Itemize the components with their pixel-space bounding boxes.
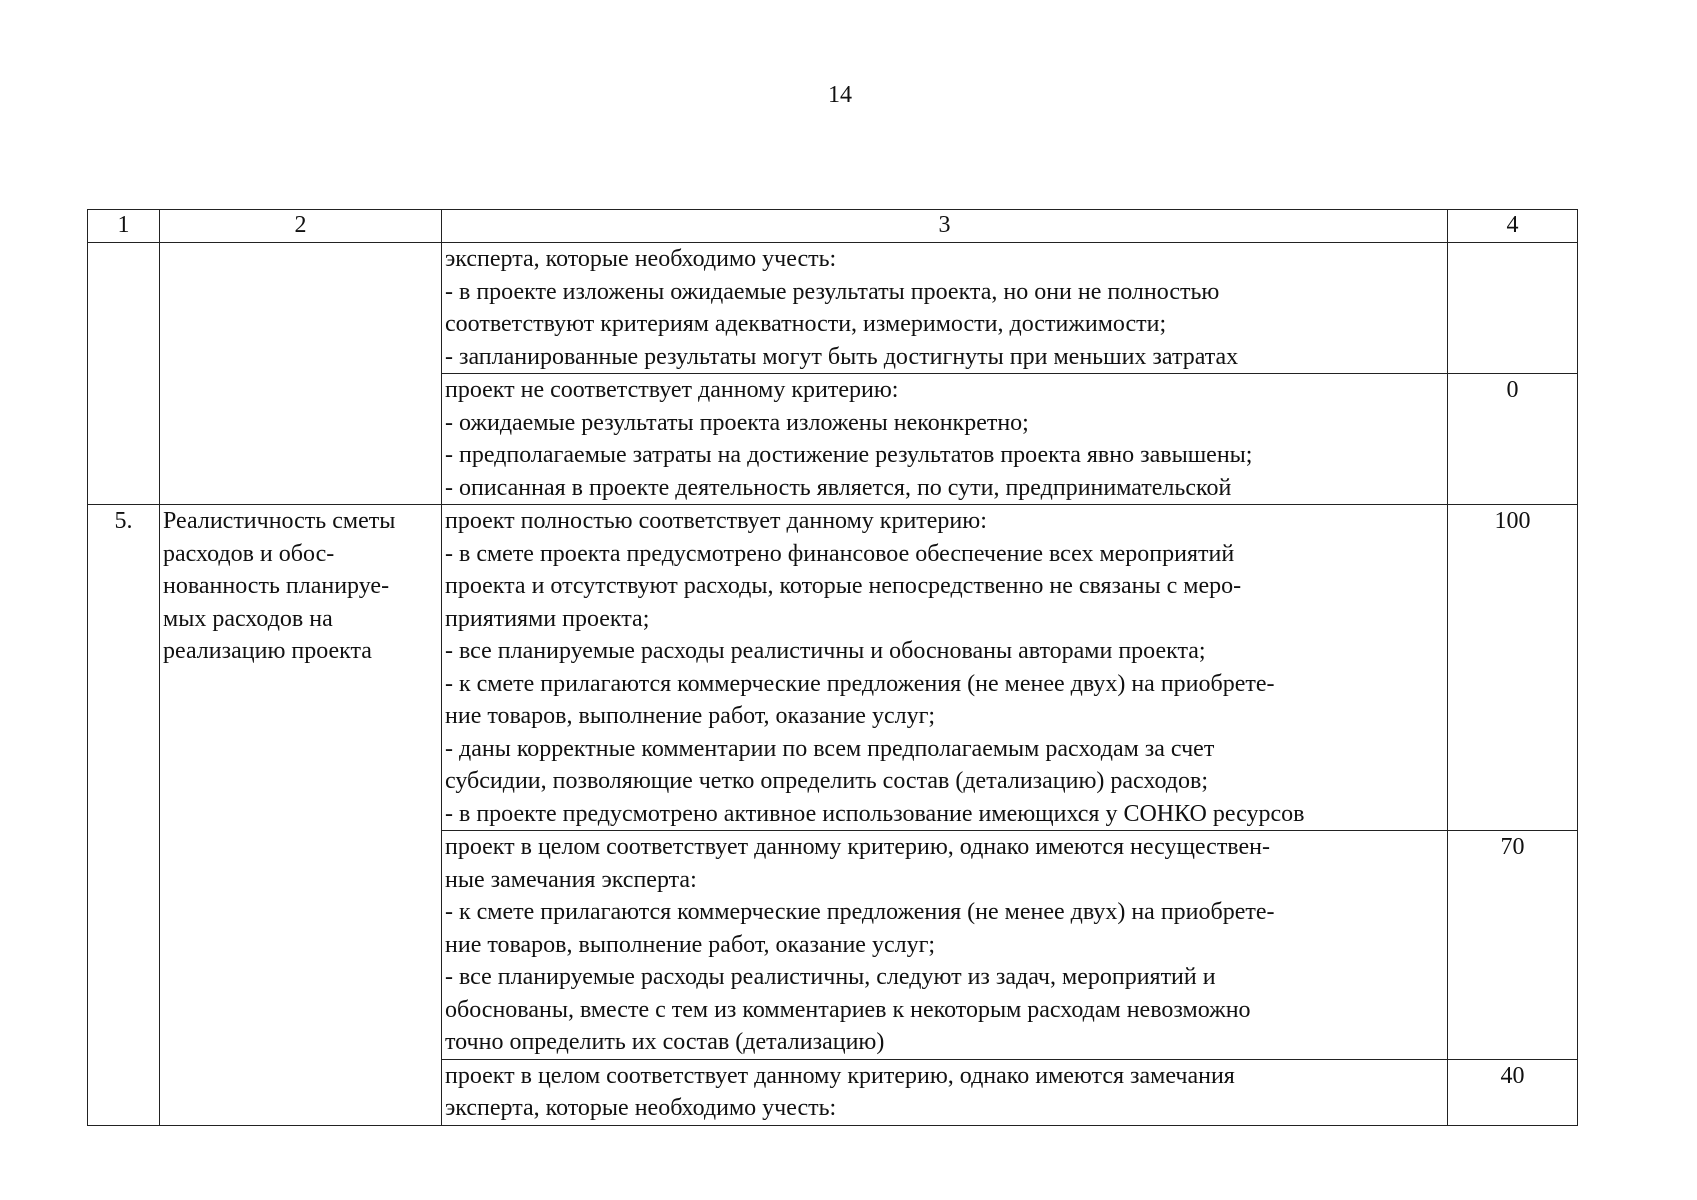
- column-header-4: 4: [1448, 210, 1578, 243]
- criterion-description: [442, 243, 1448, 374]
- score-cell: 0: [1448, 374, 1578, 505]
- criterion-name-line: Реалистичность сметы: [163, 508, 396, 534]
- table-row: [88, 505, 1578, 831]
- criterion-name-cell-empty: [160, 243, 442, 505]
- description-line: - к смете прилагаются коммерческие предложения (не менее двух) на приобрете-: [445, 899, 1275, 925]
- description-line: проект в целом соответствует данному критерию, однако имеются замечания: [445, 1062, 1235, 1089]
- criterion-name-line: расходов и обос-: [163, 540, 335, 567]
- criterion-number: 5.: [88, 505, 160, 1126]
- description-line: обоснованы, вместе с тем из комментариев к некоторым расходам невозможно: [445, 996, 1251, 1023]
- score-cell: [1448, 243, 1578, 374]
- score-cell: 70: [1448, 831, 1578, 1060]
- criterion-name-line: реализацию проекта: [163, 638, 372, 664]
- description-line: эксперта, которые необходимо учесть:: [445, 1095, 837, 1121]
- description-line: проект в целом соответствует данному критерию, однако имеются несуществен-: [445, 834, 1270, 860]
- description-line: проект не соответствует данному критерию:: [445, 377, 899, 403]
- table-row: [88, 243, 1578, 374]
- page-number: 14: [828, 82, 852, 108]
- description-line: - запланированные результаты могут быть достигнуты при меньших затратах: [445, 343, 1239, 370]
- description-line: - все планируемые расходы реалистичны, следуют из задач, мероприятий и: [445, 964, 1216, 990]
- description-line: - в смете проекта предусмотрено финансовое обеспечение всех мероприятий: [445, 540, 1235, 567]
- description-line: ные замечания эксперта:: [445, 866, 697, 893]
- description-line: - в проекте изложены ожидаемые результаты проекта, но они не полностью: [445, 278, 1220, 305]
- criterion-description: [442, 831, 1448, 1060]
- score-cell: 100: [1448, 505, 1578, 831]
- description-line: проект полностью соответствует данному критерию:: [445, 508, 987, 534]
- description-line: точно определить их состав (детализацию): [445, 1029, 885, 1055]
- column-header-1: 1: [88, 210, 160, 243]
- description-line: - в проекте предусмотрено активное использование имеющихся у СОНКО ресурсов: [445, 800, 1305, 827]
- description-line: - описанная в проекте деятельность является, по сути, предпринимательской: [445, 474, 1232, 501]
- description-line: ние товаров, выполнение работ, оказание услуг;: [445, 703, 936, 729]
- criterion-description: [442, 374, 1448, 505]
- criterion-name: [160, 505, 442, 1126]
- description-line: приятиями проекта;: [445, 605, 650, 632]
- description-line: соответствуют критериям адекватности, измеримости, достижимости;: [445, 311, 1167, 337]
- description-line: - к смете прилагаются коммерческие предложения (не менее двух) на приобрете-: [445, 670, 1275, 697]
- description-line: - все планируемые расходы реалистичны и обоснованы авторами проекта;: [445, 638, 1206, 664]
- description-line: ние товаров, выполнение работ, оказание услуг;: [445, 931, 936, 958]
- description-line: - предполагаемые затраты на достижение результатов проекта явно завышены;: [445, 442, 1253, 468]
- description-line: - даны корректные комментарии по всем предполагаемым расходам за счет: [445, 735, 1215, 762]
- criterion-name-line: мых расходов на: [163, 605, 333, 632]
- description-line: субсидии, позволяющие четко определить состав (детализацию) расходов;: [445, 768, 1208, 794]
- criterion-number-cell-empty: [88, 243, 160, 505]
- description-line: эксперта, которые необходимо учесть:: [445, 246, 837, 272]
- score-cell: 40: [1448, 1059, 1578, 1125]
- description-line: проекта и отсутствуют расходы, которые непосредственно не связаны с меро-: [445, 573, 1242, 599]
- criterion-description: [442, 1059, 1448, 1125]
- column-header-3: 3: [442, 210, 1448, 243]
- column-header-2: 2: [160, 210, 442, 243]
- criterion-name-line: нованность планируе-: [163, 573, 390, 599]
- description-line: - ожидаемые результаты проекта изложены неконкретно;: [445, 409, 1029, 436]
- table-header-row: [88, 210, 1578, 243]
- criteria-table: [87, 209, 1578, 1126]
- criterion-description: [442, 505, 1448, 831]
